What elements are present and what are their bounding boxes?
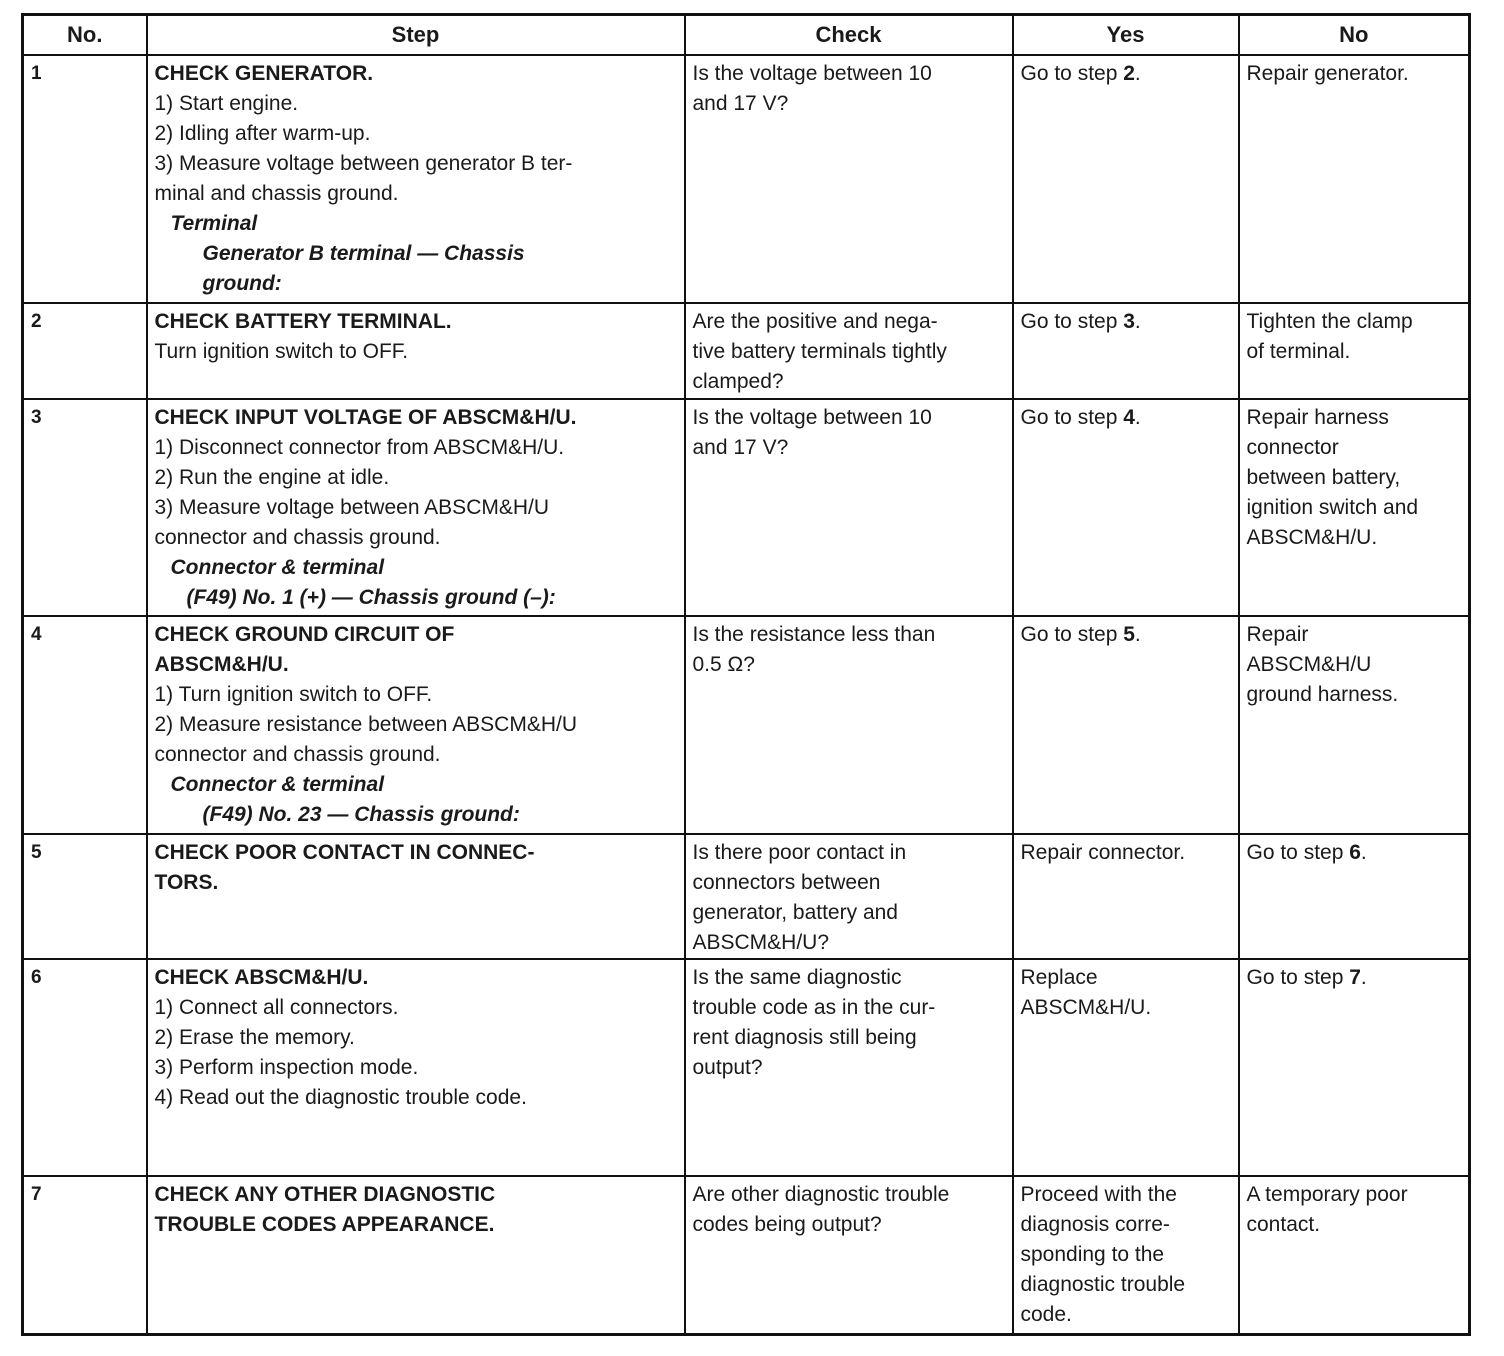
header-no: No. xyxy=(23,15,147,55)
no-line: Repair generator. xyxy=(1246,61,1409,85)
no-line: ignition switch and xyxy=(1246,495,1419,519)
no-cell xyxy=(1239,399,1470,616)
step-line: 3) Measure voltage between generator B ter- xyxy=(154,151,573,175)
yes-step-number: 5 xyxy=(1123,622,1135,646)
row-number-text: 7 xyxy=(31,1183,42,1205)
yes-line: code. xyxy=(1020,1302,1072,1326)
yes-cell xyxy=(1013,55,1239,303)
no-text xyxy=(1247,963,1462,993)
header-step: Step xyxy=(147,15,685,55)
yes-line: Replace xyxy=(1020,965,1098,989)
no-text xyxy=(1247,838,1462,868)
no-line: Repair harness xyxy=(1246,405,1389,429)
check-cell xyxy=(685,959,1013,1176)
no-step-number: 6 xyxy=(1349,840,1361,864)
step-subheading: Terminal xyxy=(170,211,258,235)
step-cell xyxy=(147,55,685,303)
yes-text xyxy=(1021,403,1231,433)
header-no-result: No xyxy=(1239,15,1470,55)
step-title: CHECK ANY OTHER DIAGNOSTIC xyxy=(154,1182,496,1206)
step-cell xyxy=(147,616,685,834)
yes-suffix: . xyxy=(1134,622,1141,646)
row-number-text: 5 xyxy=(31,841,42,863)
step-line: 1) Start engine. xyxy=(154,91,299,115)
step-line: 3) Perform inspection mode. xyxy=(154,1055,419,1079)
step-title: CHECK GENERATOR. xyxy=(154,61,374,85)
check-line: Are the positive and nega- xyxy=(692,309,938,333)
step-cell xyxy=(147,1176,685,1335)
check-line: tive battery terminals tightly xyxy=(692,339,947,363)
no-line: Tighten the clamp xyxy=(1246,309,1413,333)
row-number xyxy=(23,616,147,834)
header-yes: Yes xyxy=(1013,15,1239,55)
row-number-text: 2 xyxy=(31,310,42,332)
check-cell xyxy=(685,1176,1013,1335)
yes-cell xyxy=(1013,399,1239,616)
check-line: Is the same diagnostic xyxy=(692,965,902,989)
step-line: 3) Measure voltage between ABSCM&H/U xyxy=(154,495,550,519)
no-line: ABSCM&H/U. xyxy=(1246,525,1378,549)
check-line: Is there poor contact in xyxy=(692,840,907,864)
yes-text xyxy=(1021,620,1231,650)
check-cell xyxy=(685,399,1013,616)
no-prefix: Go to step xyxy=(1246,965,1350,989)
yes-line: ABSCM&H/U. xyxy=(1020,995,1152,1019)
yes-step-number: 4 xyxy=(1123,405,1135,429)
step-cell xyxy=(147,399,685,616)
table-row xyxy=(23,959,1470,1176)
step-spec: ground: xyxy=(202,271,282,295)
no-line: connector xyxy=(1246,435,1339,459)
header-check: Check xyxy=(685,15,1013,55)
no-cell xyxy=(1239,616,1470,834)
step-title: CHECK GROUND CIRCUIT OF xyxy=(154,622,455,646)
row-number-text: 4 xyxy=(31,623,42,645)
check-cell xyxy=(685,834,1013,959)
step-line: 2) Idling after warm-up. xyxy=(154,121,371,145)
no-line: ground harness. xyxy=(1246,682,1399,706)
step-line: 1) Connect all connectors. xyxy=(154,995,399,1019)
check-line: rent diagnosis still being xyxy=(692,1025,917,1049)
yes-step-number: 3 xyxy=(1123,309,1135,333)
step-title-continued: TORS. xyxy=(154,870,219,894)
step-subheading: Connector & terminal xyxy=(170,772,385,796)
step-line: connector and chassis ground. xyxy=(154,525,441,549)
table-row xyxy=(23,616,1470,834)
step-line: 4) Read out the diagnostic trouble code. xyxy=(154,1085,527,1109)
table-row xyxy=(23,303,1470,399)
check-line: ABSCM&H/U? xyxy=(692,930,830,954)
check-line: generator, battery and xyxy=(692,900,898,924)
no-cell xyxy=(1239,959,1470,1176)
yes-text xyxy=(1021,59,1231,89)
check-line: 0.5 Ω? xyxy=(692,652,755,676)
yes-text xyxy=(1021,307,1231,337)
step-line: 2) Measure resistance between ABSCM&H/U xyxy=(154,712,578,736)
yes-cell xyxy=(1013,834,1239,959)
no-line: Repair xyxy=(1246,622,1309,646)
row-number xyxy=(23,399,147,616)
yes-line: Repair connector. xyxy=(1020,840,1186,864)
row-number-text: 3 xyxy=(31,406,42,428)
yes-cell xyxy=(1013,1176,1239,1335)
yes-line: Proceed with the xyxy=(1020,1182,1177,1206)
row-number-text: 6 xyxy=(31,966,42,988)
row-number xyxy=(23,303,147,399)
check-line: Is the voltage between 10 xyxy=(692,61,932,85)
row-number xyxy=(23,55,147,303)
step-title-continued: TROUBLE CODES APPEARANCE. xyxy=(154,1212,495,1236)
step-line: minal and chassis ground. xyxy=(154,181,399,205)
step-title-continued: ABSCM&H/U. xyxy=(154,652,289,676)
step-subheading: Connector & terminal xyxy=(170,555,385,579)
step-spec: (F49) No. 23 — Chassis ground: xyxy=(202,802,520,826)
no-line: ABSCM&H/U xyxy=(1246,652,1372,676)
no-line: contact. xyxy=(1246,1212,1321,1236)
table-row xyxy=(23,55,1470,303)
step-line: Turn ignition switch to OFF. xyxy=(154,339,409,363)
step-cell xyxy=(147,959,685,1176)
yes-prefix: Go to step xyxy=(1020,405,1124,429)
yes-cell xyxy=(1013,959,1239,1176)
check-line: connectors between xyxy=(692,870,881,894)
table-row xyxy=(23,1176,1470,1335)
check-line: codes being output? xyxy=(692,1212,882,1236)
check-cell xyxy=(685,616,1013,834)
yes-line: diagnosis corre- xyxy=(1020,1212,1170,1236)
table-row xyxy=(23,834,1470,959)
no-cell xyxy=(1239,1176,1470,1335)
yes-cell xyxy=(1013,303,1239,399)
step-cell xyxy=(147,834,685,959)
check-line: and 17 V? xyxy=(692,91,789,115)
yes-step-number: 2 xyxy=(1123,61,1135,85)
check-line: output? xyxy=(692,1055,763,1079)
check-line: Are other diagnostic trouble xyxy=(692,1182,950,1206)
yes-prefix: Go to step xyxy=(1020,61,1124,85)
check-line: and 17 V? xyxy=(692,435,789,459)
check-line: Is the voltage between 10 xyxy=(692,405,932,429)
check-line: clamped? xyxy=(692,369,784,393)
no-suffix: . xyxy=(1360,840,1367,864)
step-title: CHECK ABSCM&H/U. xyxy=(154,965,369,989)
yes-suffix: . xyxy=(1134,61,1141,85)
row-number xyxy=(23,834,147,959)
check-line: Is the resistance less than xyxy=(692,622,936,646)
yes-line: diagnostic trouble xyxy=(1020,1272,1186,1296)
no-line: of terminal. xyxy=(1246,339,1351,363)
step-line: 2) Erase the memory. xyxy=(154,1025,355,1049)
no-cell xyxy=(1239,55,1470,303)
header-row xyxy=(23,15,1470,55)
step-title: CHECK POOR CONTACT IN CONNEC- xyxy=(154,840,535,864)
step-spec: (F49) No. 1 (+) — Chassis ground (–): xyxy=(186,585,556,609)
check-line: trouble code as in the cur- xyxy=(692,995,936,1019)
yes-cell xyxy=(1013,616,1239,834)
step-line: 1) Disconnect connector from ABSCM&H/U. xyxy=(154,435,565,459)
step-line: 1) Turn ignition switch to OFF. xyxy=(154,682,433,706)
no-suffix: . xyxy=(1360,965,1367,989)
step-title: CHECK INPUT VOLTAGE OF ABSCM&H/U. xyxy=(154,405,577,429)
check-cell xyxy=(685,303,1013,399)
check-cell xyxy=(685,55,1013,303)
yes-suffix: . xyxy=(1134,309,1141,333)
row-number xyxy=(23,1176,147,1335)
yes-suffix: . xyxy=(1134,405,1141,429)
step-cell xyxy=(147,303,685,399)
yes-line: sponding to the xyxy=(1020,1242,1165,1266)
step-spec: Generator B terminal — Chassis xyxy=(202,241,525,265)
no-cell xyxy=(1239,303,1470,399)
step-line: connector and chassis ground. xyxy=(154,742,441,766)
row-number-text: 1 xyxy=(31,62,42,84)
row-number xyxy=(23,959,147,1176)
no-step-number: 7 xyxy=(1349,965,1361,989)
diagnostic-table xyxy=(21,13,1471,1336)
no-line: between battery, xyxy=(1246,465,1401,489)
yes-prefix: Go to step xyxy=(1020,622,1124,646)
step-line: 2) Run the engine at idle. xyxy=(154,465,390,489)
yes-prefix: Go to step xyxy=(1020,309,1124,333)
table-row xyxy=(23,399,1470,616)
no-line: A temporary poor xyxy=(1246,1182,1408,1206)
step-title: CHECK BATTERY TERMINAL. xyxy=(154,309,452,333)
no-cell xyxy=(1239,834,1470,959)
no-prefix: Go to step xyxy=(1246,840,1350,864)
